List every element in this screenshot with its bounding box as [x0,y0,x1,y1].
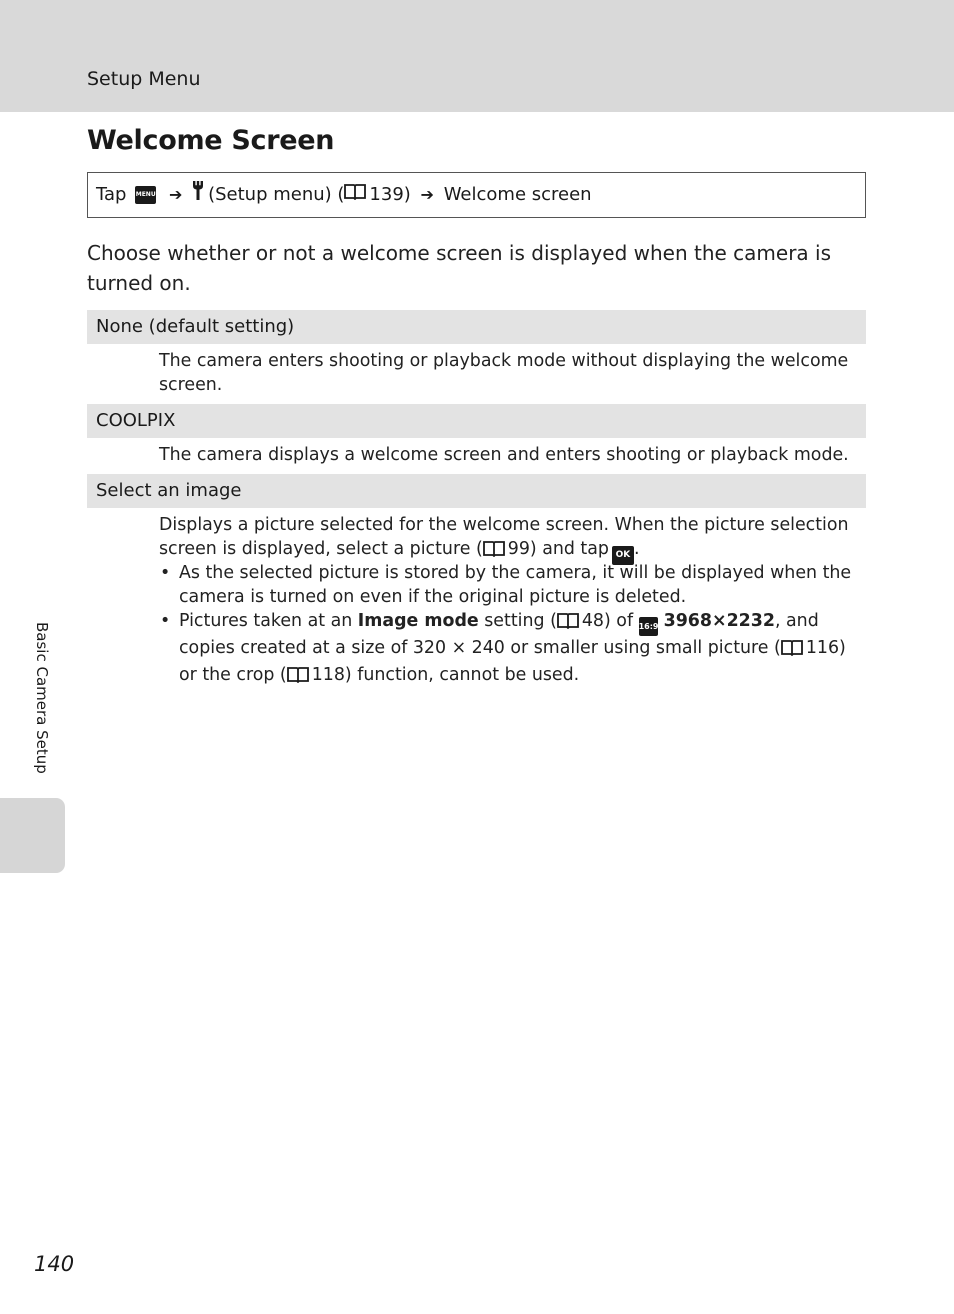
note-text: 116) or the crop ( [179,638,846,685]
option-coolpix-description: The camera displays a welcome screen and enters shooting or playback mode. [159,445,849,465]
option-none-description: The camera enters shooting or playback mode without displaying the welcome screen. [159,351,849,395]
select-image-end: . [633,539,640,559]
option-none-header: None (default setting) [87,310,866,344]
note-text: setting ( [478,611,557,631]
note-text: 48) of [581,611,639,631]
bullet-dot: • [160,611,171,631]
select-image-ref: 99) and tap [507,539,609,559]
section-label: Setup Menu [87,68,201,90]
menu-icon: MENU [135,186,156,204]
note-text: Pictures taken at an [179,611,358,631]
book-reference-icon [344,173,366,217]
book-reference-icon [557,612,579,636]
option-select-image-description [159,513,859,565]
side-tab [0,798,65,873]
option-coolpix-header: COOLPIX [87,404,866,438]
option-select-image-header: Select an image [87,474,866,508]
setup-menu-ref: 139) [369,184,411,205]
image-size-term: 3968×2232 [663,611,775,631]
wrench-icon [192,173,204,217]
side-section-label: Basic Camera Setup [33,622,51,774]
arrow-icon: ➔ [420,185,434,204]
notes-list [159,561,864,690]
page-title: Welcome Screen [87,125,335,156]
welcome-screen-text: Welcome screen [443,184,592,205]
book-reference-icon [781,639,803,663]
ok-icon: OK [612,546,634,565]
arrow-icon: ➔ [168,185,183,204]
header-band [0,0,954,112]
image-mode-term: Image mode [357,611,479,631]
intro-paragraph: Choose whether or not a welcome screen is displayed when the camera is turned on. [87,241,832,295]
list-item [159,561,864,609]
note-text: As the selected picture is stored by the camera, it will be displayed when the camera is turned on even if the original picture is deleted. [179,563,852,607]
book-reference-icon [287,666,309,690]
setup-menu-text: (Setup menu) ( [208,184,345,205]
page-number: 140 [34,1252,75,1276]
note-text: 118) function, cannot be used. [311,665,580,685]
list-item [159,609,864,690]
menu-path-box [87,172,866,218]
select-image-text: Displays a picture selected for the welcome screen. When the picture selection screen is displayed, select a picture ( [159,515,849,559]
image-size-icon: 16:9 [639,617,658,636]
bullet-dot: • [160,563,171,583]
tap-label: Tap [96,184,127,205]
note-text: , and copies created at a size of 320 × 240 or smaller using small picture ( [179,611,819,658]
